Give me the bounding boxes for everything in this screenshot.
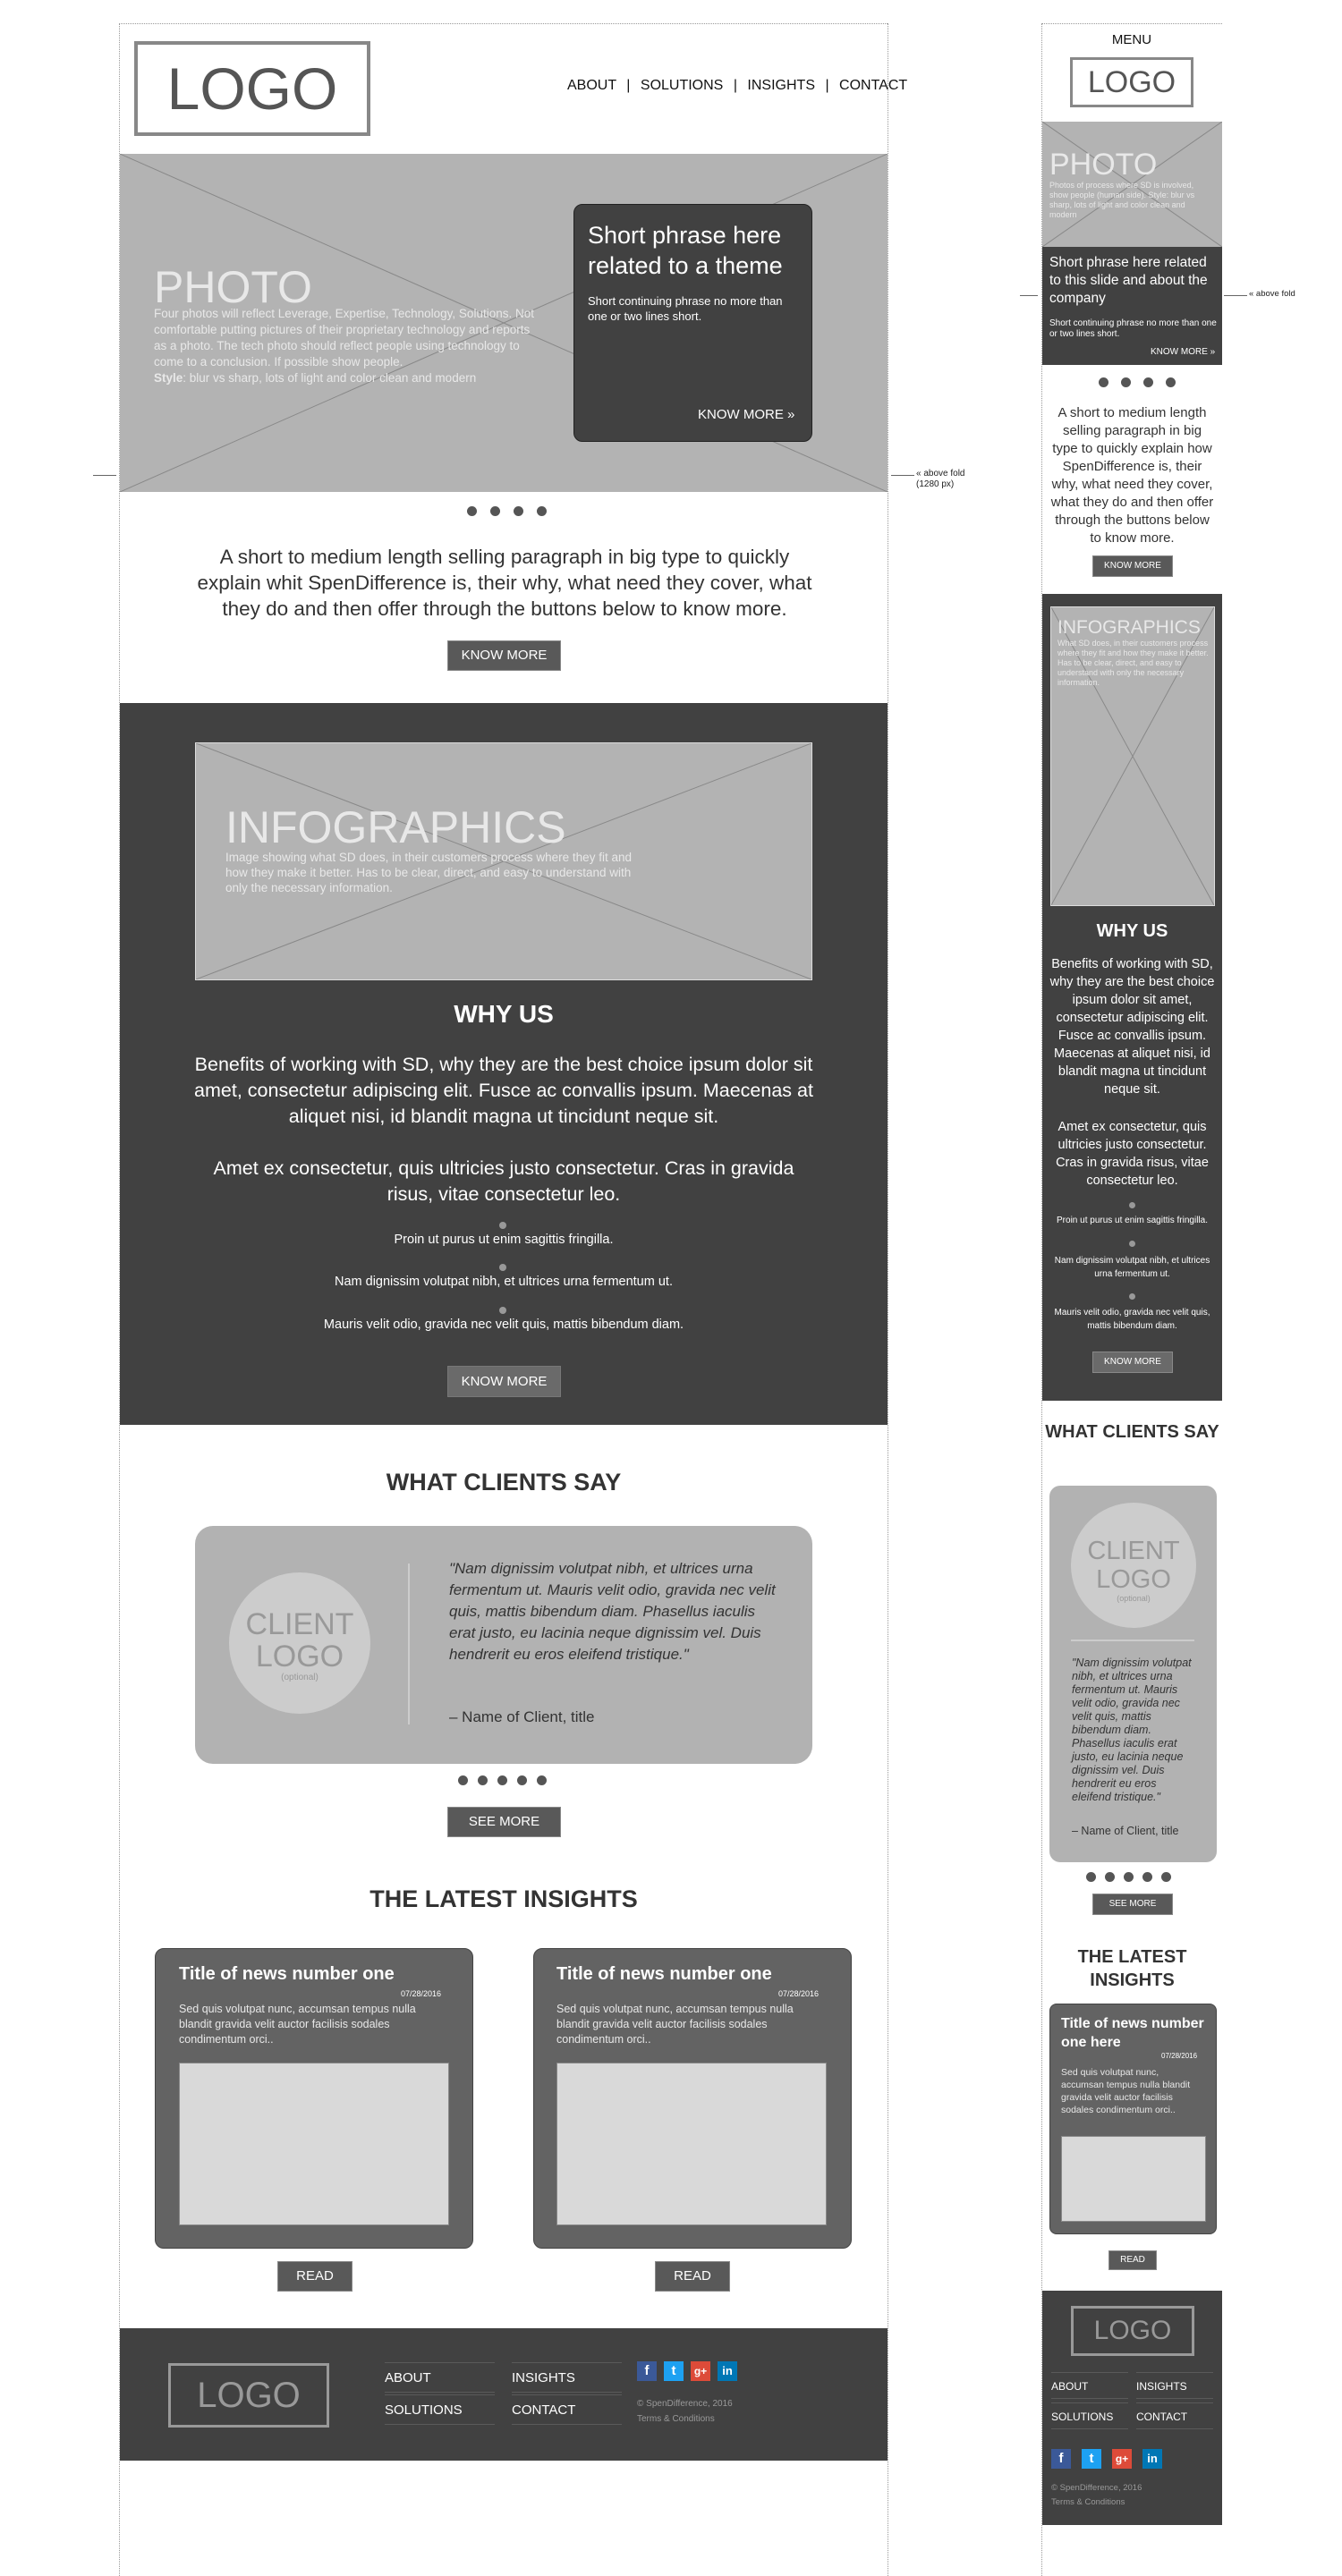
why-us-paragraph-1: Benefits of working with SD, why they are the best choice ipsum dolor sit amet, consectetur adipiscing elit. Fusce ac convallis ipsum. Maecenas at aliquet nisi, id blandit magna ut tincidunt neque sit.	[194, 1054, 813, 1127]
hero-know-more-link[interactable]: KNOW MORE »	[698, 407, 795, 422]
mobile-why-bullet-3: Mauris velit odio, gravida nec velit quis, mattis bibendum diam.	[1054, 1308, 1210, 1331]
carousel-dot[interactable]	[1099, 377, 1108, 387]
carousel-dot[interactable]	[517, 1775, 527, 1785]
mobile-photo-desc: Photos of process where SD is involved, show people (human side). Style: blur vs sharp, lots of light and color clean and modern	[1049, 181, 1195, 219]
fold-note: « above fold (1280 px)	[916, 469, 965, 489]
carousel-dot[interactable]	[514, 506, 523, 516]
google-plus-icon[interactable]: g+	[1112, 2449, 1132, 2469]
news-read-button-1[interactable]: READ	[277, 2261, 352, 2292]
mobile-why-bullet-2: Nam dignissim volutpat nibh, et ultrices urna fermentum ut.	[1054, 1256, 1210, 1279]
carousel-dot[interactable]	[1161, 1872, 1171, 1882]
fold-line-left	[93, 475, 116, 476]
mobile-logo[interactable]: LOGO	[1070, 57, 1193, 107]
why-bullet-dot	[1129, 1241, 1135, 1247]
mobile-hero-dots	[1099, 377, 1176, 387]
carousel-dot[interactable]	[1166, 377, 1176, 387]
mobile-see-more-button[interactable]: SEE MORE	[1092, 1894, 1173, 1915]
news-title-2[interactable]: Title of news number one	[556, 1964, 772, 1984]
testimonial-divider	[408, 1563, 410, 1724]
mobile-testimonial-quote: "Nam dignissim volutpat nibh, et ultrices urna fermentum ut. Mauris velit odio, gravida nec velit quis, mattis bibendum diam. Phasellus iaculis erat justo, eu lacinia neque dignissim vel. Duis hendrerit eu eros eleifend tristique."	[1072, 1657, 1192, 1803]
footer-social	[637, 2361, 737, 2381]
mobile-footer-insights[interactable]: INSIGHTS	[1136, 2372, 1213, 2399]
news-text-2: Sed quis volutpat nunc, accumsan tempus nulla blandit gravida velit auctor facilisis sodales condimentum orci..	[556, 2003, 794, 2046]
mobile-why-button[interactable]: KNOW MORE	[1092, 1352, 1173, 1373]
nav-separator: |	[825, 78, 829, 93]
infographics-title: INFOGRAPHICS	[225, 802, 566, 852]
mobile-know-more-link[interactable]: KNOW MORE »	[1151, 347, 1216, 357]
mobile-info-title: INFOGRAPHICS	[1057, 617, 1201, 638]
mobile-news-image	[1061, 2136, 1206, 2222]
mobile-footer-social	[1051, 2449, 1162, 2469]
footer-link-insights[interactable]: INSIGHTS	[512, 2362, 622, 2393]
news-date-2: 07/28/2016	[778, 1989, 820, 1998]
mobile-testimonial-author: – Name of Client, title	[1072, 1825, 1179, 1837]
mobile-footer-logo[interactable]: LOGO	[1071, 2306, 1194, 2356]
nav-insights[interactable]: INSIGHTS	[747, 78, 815, 93]
insights-title: THE LATEST INSIGHTS	[369, 1885, 638, 1912]
hero-card-title: Short phrase here related to a theme	[588, 222, 783, 279]
infographics-description: Image showing what SD does, in their customers process where they fit and how they make it better. Has to be clear, direct, and easy to understand with only the necessary information.	[225, 851, 632, 894]
mobile-footer-about[interactable]: ABOUT	[1051, 2372, 1128, 2399]
why-bullet-dot	[1129, 1202, 1135, 1208]
why-bullet-1: Proin ut purus ut enim sagittis fringilla.	[394, 1233, 614, 1247]
mobile-footer-copyright: © SpenDifference, 2016	[1051, 2483, 1142, 2493]
mobile-testimonial-dots	[1086, 1872, 1171, 1882]
footer-link-contact[interactable]: CONTACT	[512, 2394, 622, 2425]
nav-about[interactable]: ABOUT	[567, 78, 616, 93]
linkedin-icon[interactable]: in	[1142, 2449, 1162, 2469]
mobile-why-p1: Benefits of working with SD, why they are the best choice ipsum dolor sit amet, consectetur adipiscing elit. Fusce ac convallis ipsum. Maecenas at aliquet nisi, id blandit magna ut tincidunt neque sit.	[1049, 957, 1215, 1097]
clients-title: WHAT CLIENTS SAY	[386, 1469, 622, 1496]
footer-copyright: © SpenDifference, 2016	[637, 2399, 733, 2409]
mobile-footer-terms[interactable]: Terms & Conditions	[1051, 2497, 1125, 2507]
news-image-1	[179, 2063, 449, 2225]
mobile-card-title: Short phrase here related to this slide and about the company	[1049, 255, 1208, 306]
linkedin-icon[interactable]: in	[718, 2361, 737, 2381]
facebook-icon[interactable]: f	[1051, 2449, 1071, 2469]
footer-logo[interactable]: LOGO	[168, 2363, 329, 2428]
mobile-clients-title: WHAT CLIENTS SAY	[1045, 1422, 1219, 1442]
why-bullet-dot	[499, 1307, 506, 1314]
mobile-insights-title: THE LATEST INSIGHTS	[1077, 1947, 1187, 1990]
mobile-top-guide	[1041, 23, 1222, 24]
mobile-footer-contact[interactable]: CONTACT	[1136, 2402, 1213, 2429]
fold-line-right	[891, 475, 914, 476]
why-bullet-dot	[1129, 1293, 1135, 1300]
mobile-why-bullet-1: Proin ut purus ut enim sagittis fringilla.	[1057, 1216, 1208, 1225]
why-bullet-3: Mauris velit odio, gravida nec velit quis, mattis bibendum diam.	[323, 1318, 684, 1332]
mobile-footer-solutions[interactable]: SOLUTIONS	[1051, 2402, 1128, 2429]
news-text-1: Sed quis volutpat nunc, accumsan tempus nulla blandit gravida velit auctor facilisis sodales condimentum orci..	[179, 2003, 416, 2046]
footer-link-solutions[interactable]: SOLUTIONS	[385, 2394, 495, 2425]
mobile-news-date: 07/28/2016	[1161, 2052, 1198, 2060]
carousel-dot[interactable]	[1124, 1872, 1134, 1882]
mobile-menu-label[interactable]: MENU	[1111, 32, 1152, 47]
carousel-dot[interactable]	[1105, 1872, 1115, 1882]
intro-paragraph: A short to medium length selling paragraph in big type to quickly explain whit SpenDifference is, their why, what need they cover, what they do and then offer through the buttons below to know more.	[197, 546, 812, 620]
desktop-logo[interactable]: LOGO	[134, 41, 370, 136]
testimonial-carousel-dots	[458, 1775, 547, 1785]
carousel-dot[interactable]	[490, 506, 500, 516]
desktop-nav	[567, 78, 907, 94]
carousel-dot[interactable]	[1142, 1872, 1152, 1882]
why-bullet-dot	[499, 1264, 506, 1271]
nav-separator: |	[626, 78, 631, 93]
footer-terms[interactable]: Terms & Conditions	[637, 2414, 715, 2424]
news-read-button-2[interactable]: READ	[655, 2261, 730, 2292]
why-us-know-more-button[interactable]: KNOW MORE	[447, 1366, 561, 1397]
twitter-icon[interactable]: t	[1082, 2449, 1101, 2469]
news-title-1[interactable]: Title of news number one	[179, 1964, 395, 1984]
news-image-2	[556, 2063, 827, 2225]
carousel-dot[interactable]	[497, 1775, 507, 1785]
desktop-top-guide	[119, 23, 888, 24]
carousel-dot[interactable]	[1086, 1872, 1096, 1882]
carousel-dot[interactable]	[1121, 377, 1131, 387]
mobile-testimonial-divider	[1071, 1640, 1194, 1641]
hero-photo-title: PHOTO	[154, 262, 312, 312]
why-us-title: WHY US	[454, 1000, 554, 1028]
google-plus-icon[interactable]: g+	[691, 2361, 710, 2381]
facebook-icon[interactable]: f	[637, 2361, 657, 2381]
carousel-dot[interactable]	[478, 1775, 488, 1785]
mobile-info-desc: What SD does, in their customers process where they fit and how they make it better. Has to be clear, direct, and easy to understand with only the necessary information.	[1057, 639, 1209, 687]
mobile-intro-button[interactable]: KNOW MORE	[1092, 555, 1173, 577]
testimonial-quote: "Nam dignissim volutpat nibh, et ultrices urna fermentum ut. Mauris velit odio, gravida nec velit quis, mattis bibendum diam. Phasellus iaculis erat justo, eu lacinia neque dignissim vel. Duis hendrerit eu eros eleifend tristique."	[449, 1560, 776, 1663]
news-date-1: 07/28/2016	[401, 1989, 442, 1998]
why-us-paragraph-2: Amet ex consectetur, quis ultricies justo consectetur. Cras in gravida risus, vitae consectetur leo.	[213, 1157, 794, 1205]
carousel-dot[interactable]	[467, 506, 477, 516]
mobile-client-logo: CLIENT LOGO (optional)	[1071, 1503, 1196, 1628]
carousel-dot[interactable]	[537, 506, 547, 516]
hero-card-text: Short continuing phrase no more than one or two lines short.	[588, 294, 783, 323]
mobile-read-button[interactable]: READ	[1108, 2250, 1157, 2270]
client-logo-circle: CLIENT LOGO (optional)	[229, 1572, 370, 1714]
why-bullet-2: Nam dignissim volutpat nibh, et ultrices urna fermentum ut.	[335, 1275, 673, 1289]
nav-separator: |	[733, 78, 737, 93]
hero-photo-description: Four photos will reflect Leverage, Expertise, Technology, Solutions. Not comfortable putting pictures of their proprietary technology and reports as a photo. The tech photo should reflect people using technology to come to a conclusion. If possible show people. Style: blur vs sharp, lots of light and color clean and modern	[154, 307, 534, 385]
carousel-dot[interactable]	[1143, 377, 1153, 387]
carousel-dot[interactable]	[537, 1775, 547, 1785]
why-bullet-dot	[499, 1222, 506, 1229]
mobile-fold-line-right	[1224, 295, 1247, 296]
mobile-photo-title: PHOTO	[1049, 148, 1158, 182]
mobile-why-title: WHY US	[1096, 921, 1168, 941]
mobile-why-p2: Amet ex consectetur, quis ultricies justo consectetur. Cras in gravida risus, vitae consectetur leo.	[1056, 1120, 1209, 1188]
mobile-fold-line	[1020, 295, 1038, 296]
see-more-button[interactable]: SEE MORE	[447, 1807, 561, 1837]
mobile-intro: A short to medium length selling paragraph in big type to quickly explain how SpenDifference is, their why, what need they cover, what they do and then offer through the buttons below to know more.	[1050, 405, 1214, 546]
twitter-icon[interactable]: t	[664, 2361, 684, 2381]
nav-solutions[interactable]: SOLUTIONS	[640, 78, 724, 93]
mobile-news-title[interactable]: Title of news number one here	[1061, 2016, 1204, 2050]
testimonial-author: – Name of Client, title	[449, 1708, 595, 1725]
nav-contact[interactable]: CONTACT	[839, 78, 908, 93]
footer-link-about[interactable]: ABOUT	[385, 2362, 495, 2393]
hero-carousel-dots	[467, 506, 547, 516]
intro-know-more-button[interactable]: KNOW MORE	[447, 640, 561, 671]
carousel-dot[interactable]	[458, 1775, 468, 1785]
mobile-fold-note: « above fold	[1249, 289, 1295, 299]
mobile-news-text: Sed quis volutpat nunc, accumsan tempus nulla blandit gravida velit auctor facilisis sodales condimentum orci..	[1061, 2067, 1191, 2115]
mobile-card-text: Short continuing phrase no more than one or two lines short.	[1049, 318, 1217, 339]
